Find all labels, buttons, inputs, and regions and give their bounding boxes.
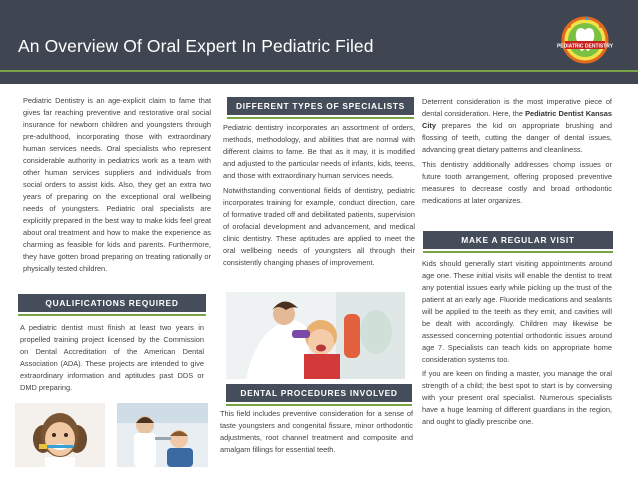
deterrent-text-after: prepares the kid on appropriate brushing and flossing of teeth, cutting the danger of dental issues, advancing great dietary patterns and cleanliness. [422, 121, 612, 154]
visit-section [422, 258, 612, 428]
header-bar [0, 0, 638, 84]
visit-paragraph-1: Kids should generally start visiting appointments around age one. These initial visits will enable the dentist to treat any potential issues early while picking up the trust of the patient at an early age. Fluoride medications and sealants will be applied to the teeth as they emit, and cavities will be dealt with accordingly. Children may likewise be assessed concerning potential orthodontic issues around age 7. Specialists can teach kids on appropriate home consideration systems too. [422, 259, 612, 364]
svg-text:PEDIATRIC DENTISTRY: PEDIATRIC DENTISTRY [556, 43, 614, 50]
tooth-logo-icon [555, 14, 615, 66]
specialists-section [223, 122, 415, 269]
child-dental-checkup-image [226, 292, 405, 379]
page-title: An Overview Of Oral Expert In Pediatric Filed [18, 36, 374, 56]
deterrent-paragraph-1 [422, 96, 612, 156]
pediatric-dentist-kansas-city-link[interactable]: Pediatric Dentist Kansas City [422, 109, 612, 130]
procedures-paragraph: This field includes preventive consideration for a sense of taste youngsters and congenital fissure, minor orthodontic adjustments, root channel treatment and composite and amalgam fillings for essential teeth. [220, 409, 413, 454]
qualifications-heading: QUALIFICATIONS REQUIRED [18, 294, 206, 312]
deterrent-section [422, 96, 612, 207]
procedures-heading: DENTAL PROCEDURES INVOLVED [226, 384, 412, 402]
specialists-paragraph-2: Notwithstanding conventional fields of dentistry, pediatric incorporates training for example, conduct direction, care of formative traded off and debilitated patients, supervision of orofacial development and advancement, and medical clinic dentistry. These aptitudes are applied to meet the oral wellbeing needs of youngsters all through their consistently changing phases of improvement. [223, 186, 415, 267]
header-accent-stripe [0, 70, 638, 72]
clinic-logo [555, 14, 615, 66]
visit-paragraph-2: If you are keen on finding a master, you manage the oral strength of a child; the best spot to start is by conversing with your present oral specialist. Numerous specialists have a huge learning of different guardians in the region, and ought to gladly prescribe one. [422, 369, 612, 426]
girl-brushing-teeth-image [15, 403, 105, 467]
intro-paragraph: Pediatric Dentistry is an age-explicit claim to fame that gives far reaching preventive and restorative oral social insurance for newborn children and youngsters through pre-adulthood, incorporating those with extraordinary human services needs. Oral specialists who represent considerable authority in pediatrics work as a team with other human services suppliers and individuals from social orders to assist kids. Also, they get an extra two years of preparing on the exceptional oral wellbeing needs of youngsters. Pediatric oral specialists are explicitly prepared in the best way to make kids feel great about oral treatment and how to make the experience as charming as feasible for kids and parents. Furthermore, they have gotten broad preparing on treating rationally or physically tested children. [23, 96, 211, 273]
visit-heading: MAKE A REGULAR VISIT [423, 231, 613, 249]
deterrent-text-before: Deterrent consideration is the most imperative piece of dental consideration. Here, the [422, 97, 612, 118]
deterrent-paragraph-2: This dentistry additionally addresses chomp issues or future tooth arrangement, offering proposed preventive measures to decrease costly and broad orthodontic medications at later organizes. [422, 160, 612, 205]
qualifications-paragraph: A pediatric dentist must finish at least two years in propelled training project licensed by the Commission on Dental Accreditation of the American Dental Association (ADA). These projects are intended to give extraordinary information and aptitudes past DDS or DMD preparing. [20, 323, 204, 392]
dentist-examining-child-image [117, 403, 208, 467]
specialists-paragraph-1: Pediatric dentistry incorporates an assortment of orders, methods, methodology, and abilities that are normal with different claims to fame. Be that as it may, it is modified and adjusted to the particular needs of infants, kids, teens, and those with extraordinary human services needs. [223, 123, 415, 180]
specialists-heading: DIFFERENT TYPES OF SPECIALISTS [227, 97, 414, 115]
